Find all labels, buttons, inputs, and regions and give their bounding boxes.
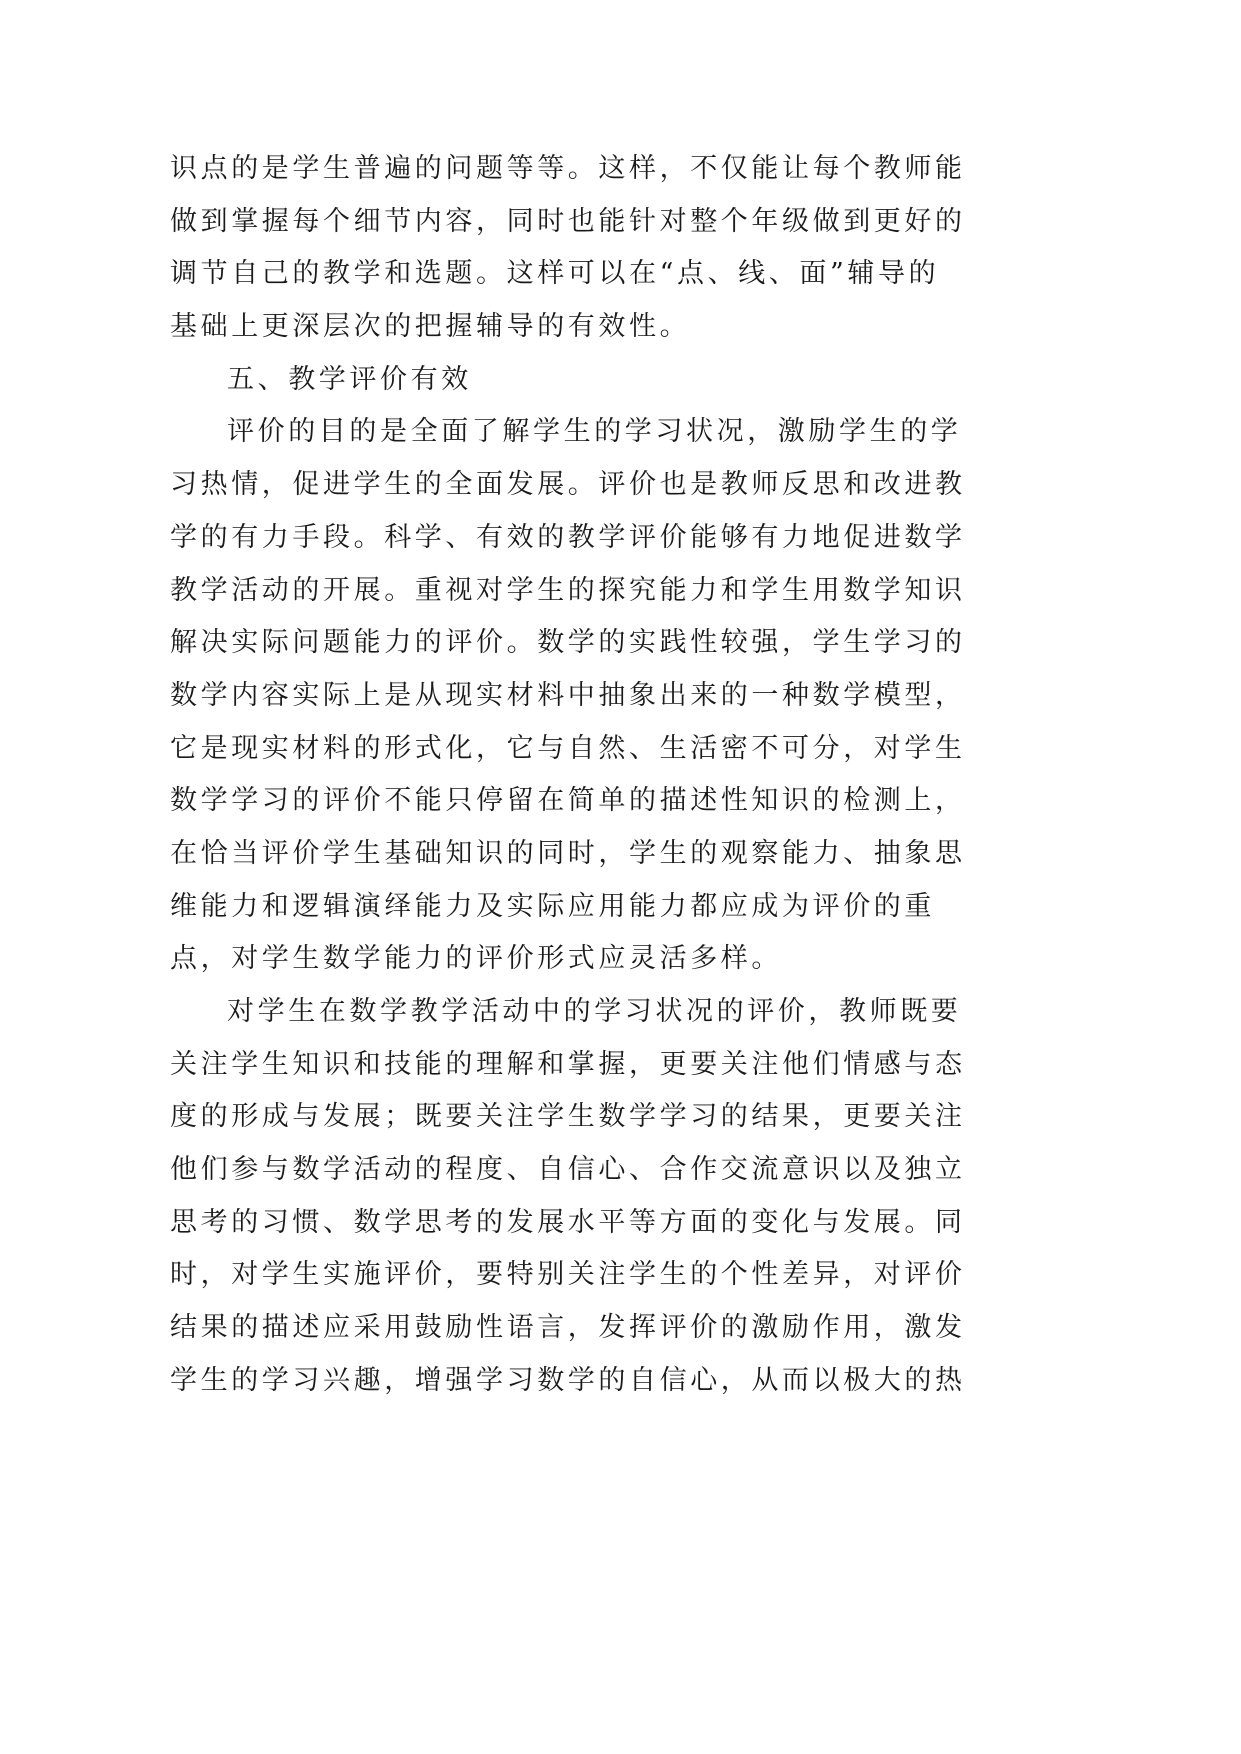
text-line: 学的有力手段。科学、有效的教学评价能够有力地促进数学 [170,521,966,553]
text-line: 在恰当评价学生基础知识的同时，学生的观察能力、抽象思 [170,837,966,869]
text-line: 教学活动的开展。重视对学生的探究能力和学生用数学知识 [170,574,966,606]
text-line: 时，对学生实施评价，要特别关注学生的个性差异，对评价 [170,1259,966,1291]
text-line: 点，对学生数学能力的评价形式应灵活多样。 [170,943,782,975]
text-line: 学生的学习兴趣，增强学习数学的自信心，从而以极大的热 [170,1364,966,1396]
text-line: 思考的习惯、数学思考的发展水平等方面的变化与发展。同 [170,1206,966,1238]
text-line: 数学学习的评价不能只停留在简单的描述性知识的检测上， [170,785,966,817]
text-line: 维能力和逻辑演绎能力及实际应用能力都应成为评价的重 [170,890,935,922]
text-line: 他们参与数学活动的程度、自信心、合作交流意识以及独立 [170,1154,966,1186]
text-line: 做到掌握每个细节内容，同时也能针对整个年级做到更好的 [170,205,966,237]
text-line: 关注学生知识和技能的理解和掌握，更要关注他们情感与态 [170,1048,966,1080]
text-line: 习热情，促进学生的全面发展。评价也是教师反思和改进教 [170,469,966,501]
text-line: 基础上更深层次的把握辅导的有效性。 [170,311,691,343]
text-line: 识点的是学生普遍的问题等等。这样，不仅能让每个教师能 [170,153,966,184]
paragraph-first-line: 评价的目的是全面了解学生的学习状况，激励学生的学 [227,416,962,448]
document-body [170,143,966,1408]
text-line: 度的形成与发展；既要关注学生数学学习的结果，更要关注 [170,1101,966,1133]
text-line: 结果的描述应采用鼓励性语言，发挥评价的激励作用，激发 [170,1312,966,1344]
section-heading: 五、教学评价有效 [227,363,472,395]
text-line: 数学内容实际上是从现实材料中抽象出来的一种数学模型， [170,679,966,711]
paragraph-first-line: 对学生在数学教学活动中的学习状况的评价，教师既要 [227,996,962,1027]
text-line: 解决实际问题能力的评价。数学的实践性较强，学生学习的 [170,627,966,659]
text-line: 它是现实材料的形式化，它与自然、生活密不可分，对学生 [170,732,966,764]
text-line: 调节自己的教学和选题。这样可以在“点、线、面”辅导的 [170,258,940,290]
